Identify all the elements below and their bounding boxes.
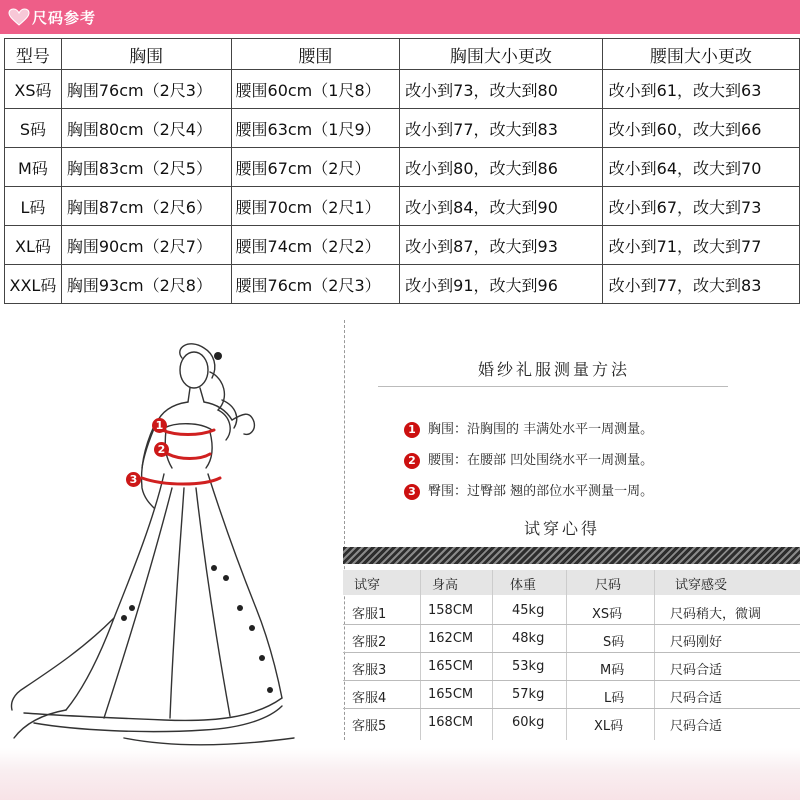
cell-bust: 胸围76cm（2尺3） bbox=[61, 70, 231, 109]
cell-waist: 腰围76cm（2尺3） bbox=[231, 265, 400, 304]
divider bbox=[420, 570, 421, 740]
table-row bbox=[5, 265, 800, 304]
stripe-divider bbox=[343, 547, 800, 564]
divider bbox=[378, 386, 728, 387]
measure-title: 婚纱礼服测量方法 bbox=[478, 360, 631, 379]
table-row bbox=[5, 70, 800, 109]
number-badge: 3 bbox=[404, 484, 420, 500]
marker-1: 1 bbox=[152, 418, 167, 433]
divider bbox=[343, 624, 800, 625]
cell-size: S码 bbox=[5, 109, 62, 148]
cell-bust-alter: 改小到91，改大到96 bbox=[400, 265, 603, 304]
trial-cell: M码 bbox=[600, 663, 625, 678]
bottom-fade bbox=[0, 748, 800, 800]
cell-bust: 胸围83cm（2尺5） bbox=[61, 148, 231, 187]
measure-item-hip bbox=[404, 480, 653, 500]
trial-cell: 客服2 bbox=[352, 635, 387, 650]
header-cell-model: 型号 bbox=[5, 39, 62, 70]
cell-waist-alter: 改小到77，改大到83 bbox=[602, 265, 799, 304]
divider bbox=[343, 708, 800, 709]
trial-cell: 尺码稍大，微调 bbox=[670, 607, 762, 622]
measure-item-bust bbox=[404, 418, 653, 438]
trial-title: 试穿心得 bbox=[524, 519, 601, 538]
cell-size: L码 bbox=[5, 187, 62, 226]
header-cell-bust-alter: 胸围大小更改 bbox=[400, 39, 603, 70]
cell-bust-alter: 改小到80，改大到86 bbox=[400, 148, 603, 187]
cell-waist-alter: 改小到67，改大到73 bbox=[602, 187, 799, 226]
trial-cell: 客服4 bbox=[352, 691, 387, 706]
marker-3: 3 bbox=[126, 472, 141, 487]
cell-waist: 腰围67cm（2尺） bbox=[231, 148, 400, 187]
marker-2: 2 bbox=[154, 442, 169, 457]
cell-bust: 胸围80cm（2尺4） bbox=[61, 109, 231, 148]
measure-text: 胸围：沿胸围的 丰满处水平一周测量。 bbox=[428, 422, 654, 437]
cell-waist: 腰围74cm（2尺2） bbox=[231, 226, 400, 265]
trial-header-weight: 体重 bbox=[510, 578, 537, 593]
trial-cell: 57kg bbox=[512, 687, 545, 702]
divider bbox=[343, 652, 800, 653]
table-row bbox=[5, 109, 800, 148]
header-cell-bust: 胸围 bbox=[61, 39, 231, 70]
measure-text: 腰围：在腰部 凹处围绕水平一周测量。 bbox=[428, 453, 654, 468]
size-table-header-row bbox=[5, 39, 800, 70]
cell-bust-alter: 改小到73，改大到80 bbox=[400, 70, 603, 109]
heart-icon bbox=[8, 8, 30, 26]
trial-header-try: 试穿 bbox=[354, 578, 381, 593]
trial-cell: 客服1 bbox=[352, 607, 387, 622]
section-title: 尺码参考 bbox=[32, 9, 97, 27]
trial-cell: 60kg bbox=[512, 715, 545, 730]
cell-bust: 胸围90cm（2尺7） bbox=[61, 226, 231, 265]
trial-cell: XS码 bbox=[592, 607, 623, 622]
trial-header-size: 尺码 bbox=[595, 578, 622, 593]
trial-header-feeling: 试穿感受 bbox=[675, 578, 728, 593]
cell-bust: 胸围93cm（2尺8） bbox=[61, 265, 231, 304]
divider bbox=[343, 680, 800, 681]
trial-header-band bbox=[343, 570, 800, 595]
section-header bbox=[0, 0, 800, 34]
trial-cell: 158CM bbox=[428, 603, 474, 618]
trial-cell: 尺码刚好 bbox=[670, 635, 723, 650]
trial-cell: 48kg bbox=[512, 631, 545, 646]
table-row bbox=[5, 187, 800, 226]
number-badge: 1 bbox=[404, 422, 420, 438]
cell-waist-alter: 改小到71，改大到77 bbox=[602, 226, 799, 265]
cell-size: XS码 bbox=[5, 70, 62, 109]
divider bbox=[344, 320, 345, 740]
cell-waist-alter: 改小到60，改大到66 bbox=[602, 109, 799, 148]
trial-cell: 53kg bbox=[512, 659, 545, 674]
cell-waist-alter: 改小到64，改大到70 bbox=[602, 148, 799, 187]
measure-item-waist bbox=[404, 449, 653, 469]
cell-size: XL码 bbox=[5, 226, 62, 265]
trial-cell: 45kg bbox=[512, 603, 545, 618]
cell-waist: 腰围63cm（1尺9） bbox=[231, 109, 400, 148]
header-cell-waist: 腰围 bbox=[231, 39, 400, 70]
cell-bust-alter: 改小到84，改大到90 bbox=[400, 187, 603, 226]
divider bbox=[492, 570, 493, 740]
measure-text: 臀围：过臀部 翘的部位水平测量一周。 bbox=[428, 484, 654, 499]
trial-cell: L码 bbox=[604, 691, 625, 706]
table-row bbox=[5, 226, 800, 265]
cell-bust-alter: 改小到77，改大到83 bbox=[400, 109, 603, 148]
trial-cell: 168CM bbox=[428, 715, 474, 730]
trial-cell: 尺码合适 bbox=[670, 719, 723, 734]
cell-waist: 腰围60cm（1尺8） bbox=[231, 70, 400, 109]
cell-bust-alter: 改小到87，改大到93 bbox=[400, 226, 603, 265]
cell-bust: 胸围87cm（2尺6） bbox=[61, 187, 231, 226]
cell-size: XXL码 bbox=[5, 265, 62, 304]
cell-waist-alter: 改小到61，改大到63 bbox=[602, 70, 799, 109]
trial-header-height: 身高 bbox=[432, 578, 459, 593]
trial-cell: 165CM bbox=[428, 659, 474, 674]
number-badge: 2 bbox=[404, 453, 420, 469]
trial-cell: 162CM bbox=[428, 631, 474, 646]
divider bbox=[566, 570, 567, 740]
trial-cell: 尺码合适 bbox=[670, 663, 723, 678]
table-row bbox=[5, 148, 800, 187]
cell-size: M码 bbox=[5, 148, 62, 187]
header-cell-waist-alter: 腰围大小更改 bbox=[602, 39, 799, 70]
trial-cell: 客服3 bbox=[352, 663, 387, 678]
trial-cell: 尺码合适 bbox=[670, 691, 723, 706]
cell-waist: 腰围70cm（2尺1） bbox=[231, 187, 400, 226]
trial-cell: 客服5 bbox=[352, 719, 387, 734]
wedding-dress-illustration bbox=[4, 318, 344, 748]
trial-cell: 165CM bbox=[428, 687, 474, 702]
trial-cell: XL码 bbox=[594, 719, 624, 734]
trial-cell: S码 bbox=[603, 635, 625, 650]
size-table bbox=[4, 38, 800, 304]
divider bbox=[654, 570, 655, 740]
